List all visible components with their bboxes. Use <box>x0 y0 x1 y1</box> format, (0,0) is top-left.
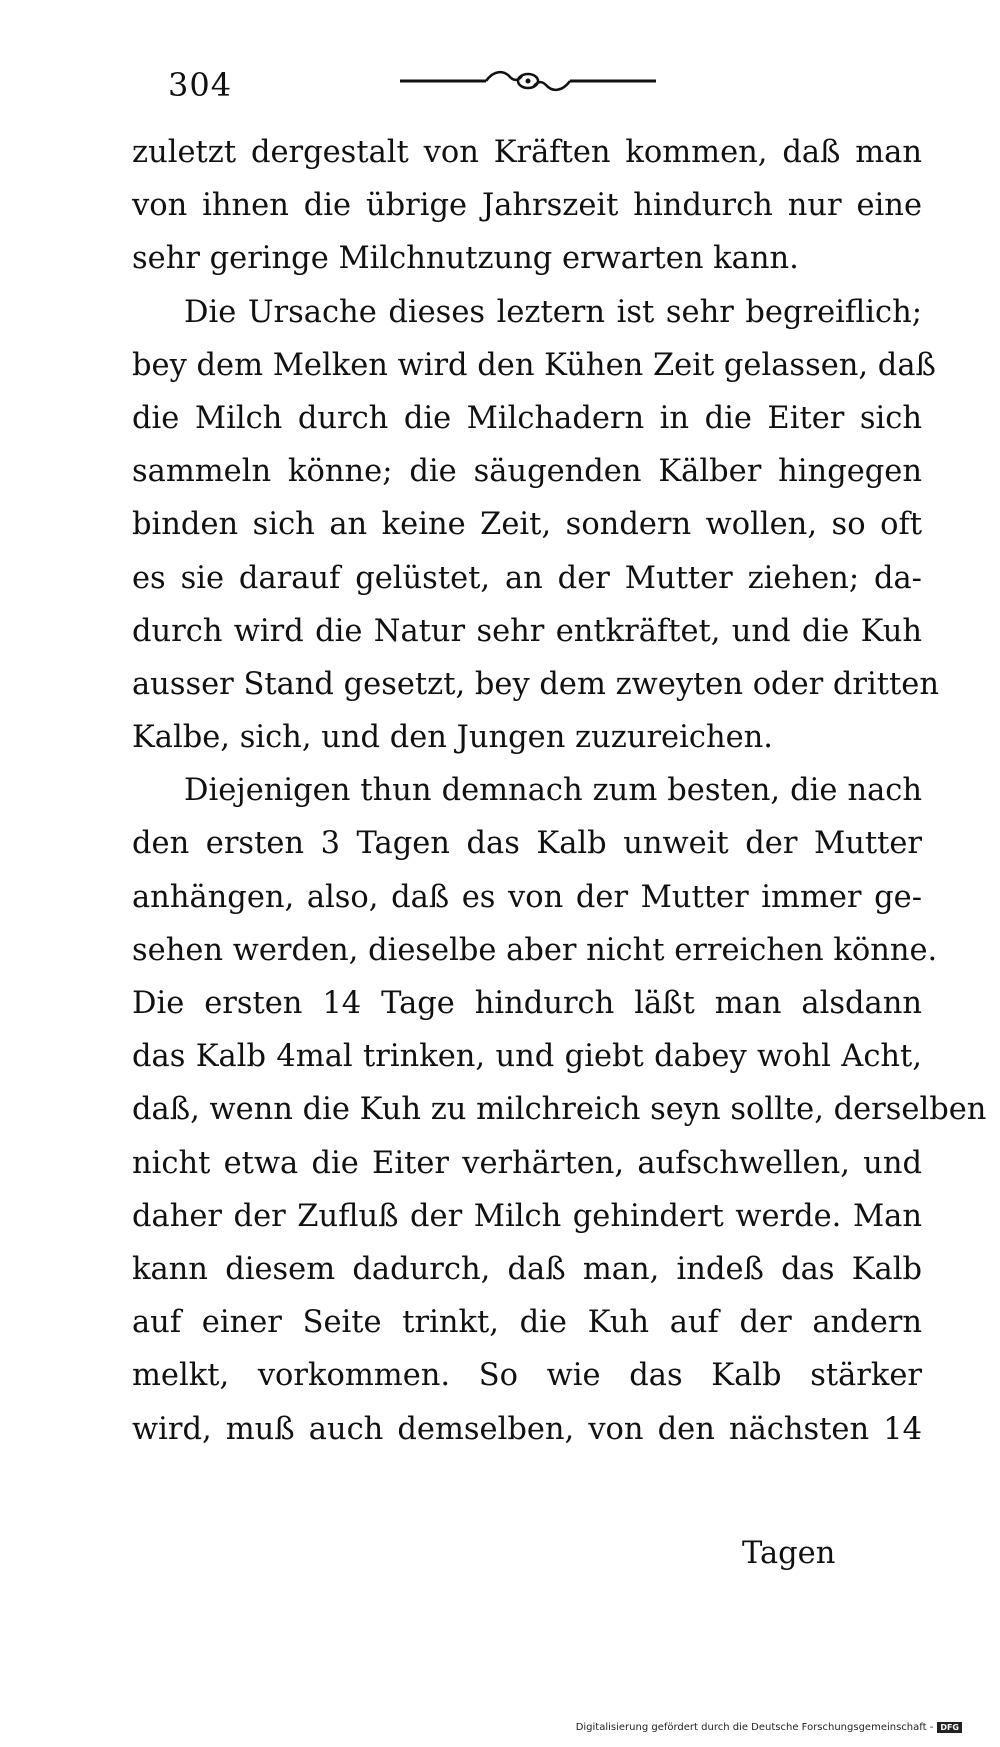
text-line: bey dem Melken wird den Kühen Zeit gelassen, daß <box>132 347 936 383</box>
text-line: die Milch durch die Milchadern in die Eiter sich <box>132 400 922 436</box>
text-line: anhängen, also, daß es von der Mutter immer ge- <box>132 879 922 915</box>
text-line: Die Ursache dieses leztern ist sehr begreiflich; <box>184 294 922 330</box>
page-number: 304 <box>168 66 233 104</box>
text-line: daher der Zufluß der Milch gehindert werde. Man <box>132 1198 922 1234</box>
text-line: sehen werden, dieselbe aber nicht erreichen könne. <box>132 932 938 968</box>
digitization-footer <box>576 1722 962 1733</box>
body-text <box>132 126 987 1456</box>
footer-credit: Digitalisierung gefördert durch die Deutsche Forschungsgemeinschaft - <box>575 1722 934 1733</box>
text-line: auf einer Seite trinkt, die Kuh auf der andern <box>132 1305 922 1341</box>
text-line: binden sich an keine Zeit, sondern wollen, so oft <box>132 507 922 543</box>
text-line: von ihnen die übrige Jahrszeit hindurch nur eine <box>132 188 922 224</box>
text-line: kann diesem dadurch, daß man, indeß das Kalb <box>132 1251 922 1287</box>
text-line: Die ersten 14 Tage hindurch läßt man alsdann <box>132 986 922 1021</box>
catchword: Tagen <box>742 1536 836 1571</box>
text-line: daß, wenn die Kuh zu milchreich seyn sollte, derselben <box>132 1092 987 1128</box>
text-line: es sie darauf gelüstet, an der Mutter ziehen; da- <box>132 560 922 596</box>
text-line: zuletzt dergestalt von Kräften kommen, daß man <box>132 135 922 170</box>
text-line: das Kalb 4mal trinken, und giebt dabey wohl Acht, <box>132 1039 922 1075</box>
text-line: den ersten 3 Tagen das Kalb unweit der Mutter <box>132 826 922 862</box>
text-line: wird, muß auch demselben, von den nächsten 14 <box>132 1411 922 1447</box>
text-line: sehr geringe Milchnutzung erwarten kann. <box>132 241 799 277</box>
text-line: Diejenigen thun demnach zum besten, die nach <box>184 773 922 809</box>
text-line: Kalbe, sich, und den Jungen zuzureichen. <box>132 720 773 756</box>
ornament-rule <box>400 64 656 98</box>
text-line: durch wird die Natur sehr entkräftet, und die Kuh <box>132 613 922 649</box>
text-line: nicht etwa die Eiter verhärten, aufschwellen, und <box>132 1145 922 1181</box>
text-line: sammeln könne; die säugenden Kälber hingegen <box>132 454 922 490</box>
dfg-logo-icon: DFG <box>937 1722 962 1733</box>
text-line: ausser Stand gesetzt, bey dem zweyten oder dritten <box>132 666 939 702</box>
text-line: melkt, vorkommen. So wie das Kalb stärker <box>132 1358 922 1394</box>
